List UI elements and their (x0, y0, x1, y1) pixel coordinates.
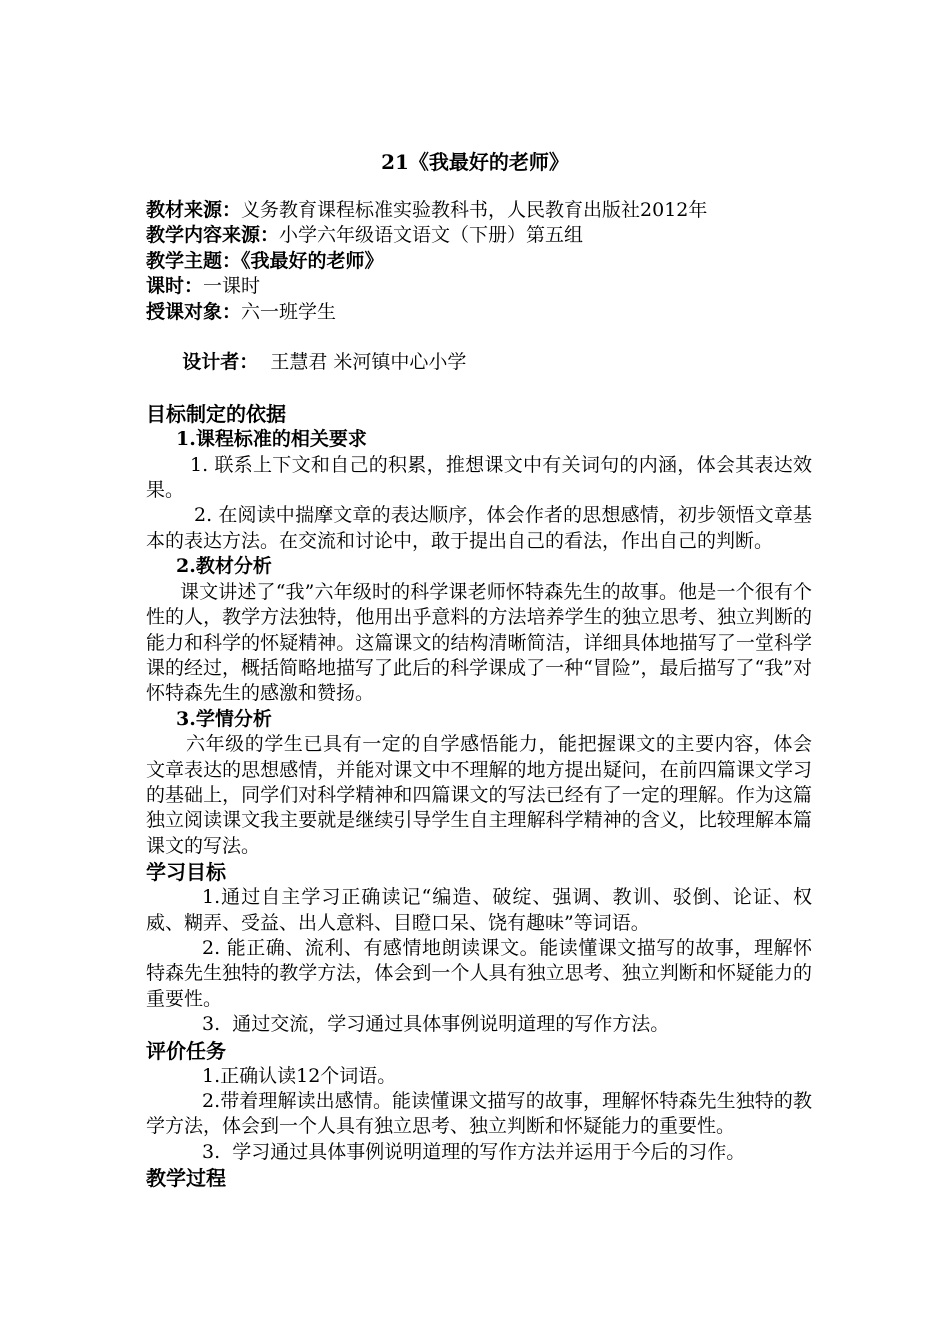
meta-theme (146, 249, 812, 274)
meta-content-source (146, 223, 812, 248)
meta-label: 课时： (146, 275, 204, 298)
section-heading-assessment: 评价任务 (146, 1038, 226, 1063)
assessment-item-3: 3. 学习通过具体事例说明道理的写作方法并运用于今后的习作。 (202, 1140, 746, 1163)
document-body (146, 198, 812, 1191)
meta-label: 教学主题： (146, 249, 242, 272)
textbook-analysis: 课文讲述了“我”六年级时的科学课老师怀特森先生的故事。他是一个很有个性的人，教学方法独特，他用出乎意料的方法培养学生的独立思考、独立判断的能力和科学的怀疑精神。这篇课文的结构清晰简洁，详细具体地描写了一堂科学课的经过，概括简略地描写了此后的科学课成了一种“冒险”，最后描写了“我”对怀特森先生的感激和赞扬。 (146, 580, 812, 705)
curriculum-item-1: 1. 联系上下文和自己的积累，推想课文中有关词句的内涵，体会其表达效果。 (146, 453, 812, 502)
assessment-item-1: 1.正确认读12个词语。 (202, 1064, 397, 1087)
meta-label: 设计者： (182, 351, 259, 374)
meta-label: 教学内容来源： (146, 224, 280, 247)
goal-item-1: 1.通过自主学习正确读记“编造、破绽、强调、教训、驳倒、论证、权威、糊弄、受益、出人意料、目瞪口呆、饶有趣味”等词语。 (146, 886, 812, 934)
curriculum-item-2: 2. 在阅读中揣摩文章的表达顺序，体会作者的思想感情，初步领悟文章基本的表达方法。在交流和讨论中，敢于提出自己的看法，作出自己的判断。 (146, 504, 812, 552)
meta-value: 六一班学生 (241, 300, 337, 323)
subheading-curriculum: 1.课程标准的相关要求 (176, 428, 367, 451)
meta-value: 小学六年级语文语文（下册）第五组 (279, 224, 584, 247)
meta-value: 王慧君 米河镇中心小学 (258, 351, 467, 374)
document-title: 21《我最好的老师》 (381, 150, 569, 174)
goal-item-3: 3. 通过交流，学习通过具体事例说明道理的写作方法。 (202, 1013, 670, 1036)
section-heading-basis: 目标制定的依据 (146, 402, 286, 427)
meta-label: 授课对象： (146, 300, 242, 323)
meta-value: 一课时 (203, 275, 261, 298)
assessment-item-2: 2.带着理解读出感情。能读懂课文描写的故事，理解怀特森先生独特的教学方法，体会到一个人具有独立思考、独立判断和怀疑能力的重要性。 (146, 1090, 812, 1138)
students-analysis: 六年级的学生已具有一定的自学感悟能力，能把握课文的主要内容，体会文章表达的思想感情，并能对课文中不理解的地方提出疑问，在前四篇课文学习的基础上，同学们对科学精神和四篇课文的写法已经有了一定的理解。作为这篇独立阅读课文我主要就是继续引导学生自主理解科学精神的含义，比较理解本篇课文的写法。 (146, 733, 812, 857)
meta-source (146, 198, 812, 223)
section-heading-goals: 学习目标 (146, 860, 226, 885)
meta-label: 教材来源： (146, 199, 242, 221)
subheading-textbook: 2.教材分析 (176, 555, 272, 578)
section-heading-process: 教学过程 (146, 1166, 226, 1191)
meta-designer (146, 325, 812, 401)
subheading-students: 3.学情分析 (176, 707, 272, 730)
meta-value: 《我最好的老师》 (241, 249, 384, 272)
meta-duration (146, 274, 812, 299)
goal-item-2: 2. 能正确、流利、有感情地朗读课文。能读懂课文描写的故事，理解怀特森先生独特的教学方法，体会到一个人具有独立思考、独立判断和怀疑能力的重要性。 (146, 936, 812, 1010)
meta-audience (146, 300, 812, 325)
meta-value: 义务教育课程标准实验教科书，人民教育出版社2012年 (241, 199, 708, 221)
